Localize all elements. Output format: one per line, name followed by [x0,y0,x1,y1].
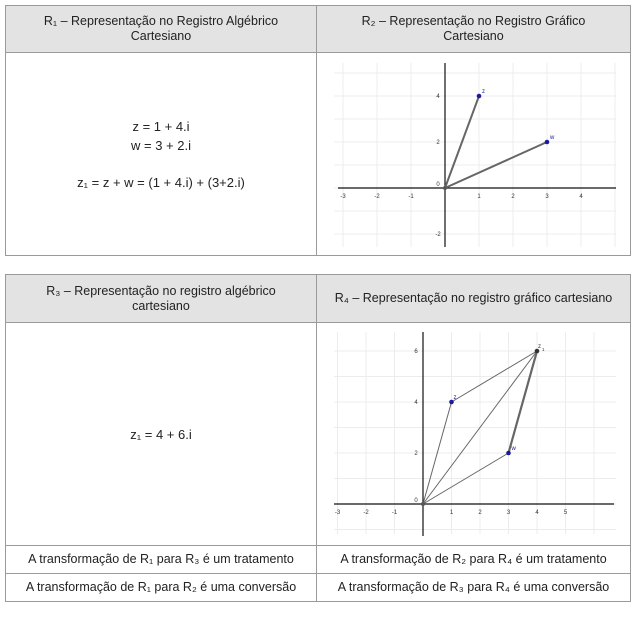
x-tick-label: -2 [362,510,369,516]
expr-z1: z₁ = 4 + 6.i [130,426,192,442]
algebraic-cell-r3 [6,323,317,546]
origin-point [443,186,447,190]
header-r2: R₂ – Representação no Registro Gráfico Cartesiano [317,6,631,53]
x-tick-label: 1 [476,194,481,200]
note-r3-r4: A transformação de R₃ para R₄ é uma conversão [317,574,631,602]
label-z: z [481,89,485,95]
origin-label: 0 [413,498,418,504]
point-z [476,94,481,99]
y-tick-label: 2 [435,140,440,146]
x-tick-label: 3 [544,194,549,200]
x-tick-label: -2 [373,194,380,200]
header-r1: R₁ – Representação no Registro Algébrico Cartesiano [6,6,317,53]
x-tick-label: -1 [391,510,397,516]
origin-label: 0 [435,182,440,188]
label-z1: z [537,344,541,350]
algebraic-cell-r1 [6,53,317,256]
x-tick-label: -3 [334,510,340,516]
x-tick-label: 2 [510,194,515,200]
x-tick-label: -3 [339,194,346,200]
y-tick-label: 6 [413,349,418,355]
x-tick-label: 2 [477,510,482,516]
expr-sum: z₁ = z + w = (1 + 4.i) + (3+2.i) [77,174,245,190]
label-z1-subscript: 1 [541,347,545,352]
x-tick-label: 4 [534,510,539,516]
label-w: w [511,446,516,452]
label-z: z [453,395,456,401]
graph-r4 [324,326,624,542]
y-tick-label: 4 [435,94,440,100]
table-r3-r4 [5,274,631,602]
note-r1-r2: A transformação de R₁ para R₂ é uma conversão [6,574,317,602]
x-tick-label: 1 [449,510,453,516]
graph-cell-r2 [317,53,631,256]
x-tick-label: 4 [578,194,583,200]
x-tick-label: 5 [563,510,567,516]
y-tick-label: -2 [434,232,441,238]
y-tick-label: 2 [413,451,418,457]
expr-z: z = 1 + 4.i [132,118,190,134]
table-r1-r2 [5,5,631,256]
note-r2-r4: A transformação de R₂ para R₄ é um tratamento [317,546,631,574]
header-r3: R₃ – Representação no registro algébrico cartesiano [6,275,317,323]
graph-r2 [324,55,624,253]
point-w [506,451,511,456]
x-tick-label: 3 [506,510,510,516]
origin-point [421,502,425,506]
x-tick-label: -1 [407,194,414,200]
graph-cell-r4 [317,323,631,546]
label-w: w [549,135,554,141]
expr-w: w = 3 + 2.i [131,137,191,153]
point-w [544,140,549,145]
header-r4: R₄ – Representação no registro gráfico cartesiano [317,275,631,323]
y-tick-label: 4 [413,400,418,406]
note-r1-r3: A transformação de R₁ para R₃ é um tratamento [6,546,317,574]
